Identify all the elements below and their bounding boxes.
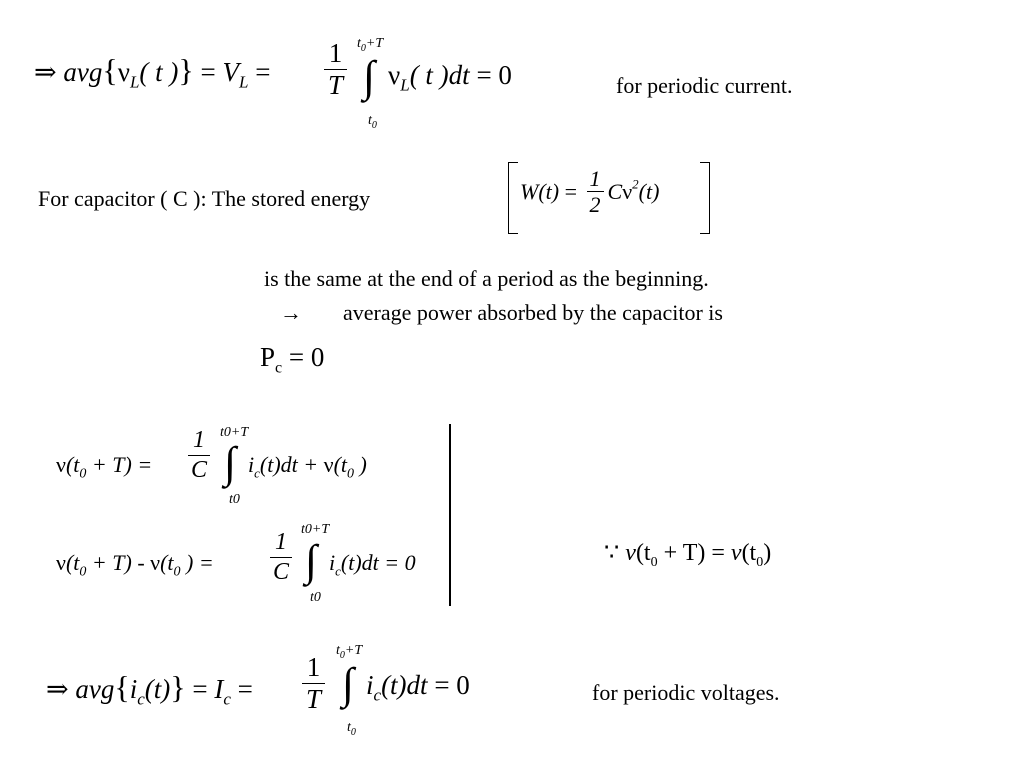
close-equals: ) = <box>180 550 214 575</box>
argument-dt: ( t )dt <box>409 60 470 90</box>
exponent-two: 2 <box>632 176 639 192</box>
nu-symbol-2: ν <box>730 540 742 566</box>
numerator-one: 1 <box>275 529 287 555</box>
pc-equals: = <box>288 342 305 372</box>
fraction-1-over-T <box>324 38 347 101</box>
i-symbol-2: i <box>366 670 374 700</box>
equals-2: = <box>237 674 253 704</box>
fraction-one-half <box>587 166 604 218</box>
sub-zero: 0 <box>79 466 87 482</box>
i-symbol: i <box>329 550 336 575</box>
equals-3: = <box>434 670 450 700</box>
sub-zero: 0 <box>79 564 87 580</box>
equation-b-rhs <box>329 550 416 579</box>
sub-zero-2: 0 <box>756 554 764 570</box>
numerator-one: 1 <box>193 427 205 453</box>
implies-symbol: ⇒ <box>34 57 57 87</box>
numerator-1: 1 <box>306 652 321 682</box>
sub-zero: 0 <box>650 554 658 570</box>
lower-sub: 0 <box>371 119 377 131</box>
C-symbol: C <box>607 178 623 204</box>
zero-result: 0 <box>456 670 470 700</box>
W-of-t: W(t) <box>520 178 560 204</box>
left-brace: { <box>114 669 130 705</box>
open-t-2: (t <box>160 550 174 575</box>
P-subscript: c <box>275 359 283 377</box>
energy-equals: = <box>564 178 578 204</box>
open-t: (t <box>65 550 80 575</box>
energy-bracket-left <box>508 162 518 234</box>
plus-T-minus: + T) - <box>86 550 151 575</box>
dt-equals-zero: (t)dt = 0 <box>340 550 416 575</box>
i-symbol: i <box>248 452 255 477</box>
subscript-L-2: L <box>400 75 410 95</box>
denominator-two: 2 <box>587 191 604 217</box>
lower-t: t <box>347 720 351 735</box>
i-subscript: c <box>254 465 260 481</box>
nu-symbol-2: ν <box>323 452 334 477</box>
arrow-symbol: → <box>280 300 302 325</box>
numerator-one: 1 <box>589 166 601 191</box>
numerator-1: 1 <box>328 38 343 68</box>
nu-symbol-2: ν <box>388 60 401 90</box>
equation-avg-inductor-voltage <box>34 52 270 92</box>
denominator-T-text: T <box>328 70 344 101</box>
open-t-2: (t <box>741 540 757 566</box>
plus-T-equals: + T) = <box>657 540 731 566</box>
note-periodic-current: for periodic current. <box>616 73 793 98</box>
lower-t: t <box>368 113 372 128</box>
subscript-L: L <box>129 72 140 92</box>
right-brace: } <box>178 52 194 88</box>
statement-line-1: is the same at the end of a period as the beginning. <box>264 266 709 291</box>
integrand-and-result <box>388 60 512 95</box>
I-subscript: c <box>223 689 231 709</box>
equation-a-integral-sign: ∫ <box>224 438 237 487</box>
i-subscript: c <box>335 563 341 579</box>
energy-formula <box>520 166 659 218</box>
integral-sign: ∫ <box>342 659 355 708</box>
equals-1: = <box>192 674 208 704</box>
close-paren: ) <box>354 452 367 477</box>
sub-zero-2: 0 <box>347 466 355 482</box>
denominator-T <box>302 683 325 715</box>
open-t: (t <box>65 452 80 477</box>
P-symbol: P <box>260 342 276 372</box>
integral-sign: ∫ <box>363 52 376 101</box>
because-symbol: ∵ <box>604 540 620 566</box>
denominator-C: C <box>188 455 210 485</box>
equation-a-lower-limit: t0 <box>229 492 240 507</box>
vertical-divider <box>449 424 451 606</box>
nu-symbol: ν <box>117 57 130 87</box>
implies-symbol: ⇒ <box>46 674 69 704</box>
open-t-2: (t <box>333 452 348 477</box>
equals-3: = <box>476 60 492 90</box>
equals-1: = <box>200 57 216 87</box>
nu-symbol: ν <box>622 178 633 204</box>
nu-symbol-2: ν <box>150 550 161 575</box>
avg-text: avg <box>75 674 115 704</box>
upper-sub: 0 <box>339 649 345 661</box>
i-subscript: c <box>137 689 145 709</box>
dt-plus: (t)dt + <box>259 452 324 477</box>
integral-lower-limit <box>368 113 377 131</box>
i-symbol: i <box>129 674 138 704</box>
argument-dt: (t)dt <box>381 670 428 700</box>
equation-avg-capacitor-current <box>46 669 253 709</box>
equation-b-integral-sign: ∫ <box>305 536 318 585</box>
plus-T-equals: + T) = <box>86 452 153 477</box>
left-brace: { <box>102 52 118 88</box>
upper-t: t <box>357 36 361 51</box>
fraction-1-over-T <box>302 652 325 715</box>
argument-t: ( t ) <box>139 57 179 87</box>
equation-b-lhs <box>56 550 214 580</box>
equals-2: = <box>255 57 271 87</box>
right-brace: } <box>170 669 186 705</box>
equation-a-upper-limit: t0+T <box>220 425 249 440</box>
argument-t: (t) <box>638 178 660 204</box>
upper-plus-T: +T <box>344 643 363 658</box>
I-symbol: I <box>214 674 224 704</box>
upper-t: t <box>336 643 340 658</box>
note-periodic-voltages: for periodic voltages. <box>592 680 780 705</box>
integral-lower-limit <box>347 720 356 738</box>
denominator-T <box>324 69 347 101</box>
denominator-T-text: T <box>306 684 322 715</box>
energy-bracket-right <box>700 162 710 234</box>
equation-a-rhs <box>248 452 367 482</box>
equation-b-lower-limit: t0 <box>310 590 321 605</box>
denominator-C: C <box>270 557 292 587</box>
close-paren: ) <box>763 540 772 566</box>
because-equation <box>604 538 771 571</box>
equation-b-fraction <box>270 528 292 587</box>
sub-zero-2: 0 <box>173 564 181 580</box>
i-subscript-2: c <box>373 685 382 705</box>
argument-t: (t) <box>144 674 171 704</box>
nu-symbol: ν <box>56 550 66 575</box>
pc-zero: 0 <box>310 342 325 372</box>
power-capacitor-equation <box>260 342 324 377</box>
V-symbol: V <box>222 57 239 87</box>
nu-symbol: ν <box>56 452 66 477</box>
open-t: (t <box>635 540 651 566</box>
upper-sub: 0 <box>360 42 366 54</box>
nu-symbol: ν <box>625 540 636 566</box>
equation-a-lhs <box>56 452 152 482</box>
equation-b-upper-limit: t0+T <box>301 522 330 537</box>
zero-result: 0 <box>498 60 512 90</box>
V-subscript: L <box>238 72 249 92</box>
upper-plus-T: +T <box>365 36 384 51</box>
statement-line-2: average power absorbed by the capacitor is <box>343 300 723 325</box>
capacitor-label: For capacitor ( C ): The stored energy <box>38 186 371 211</box>
equation-a-fraction <box>188 426 210 485</box>
integrand-and-result <box>366 670 470 705</box>
lower-sub: 0 <box>350 726 356 738</box>
avg-text: avg <box>63 57 103 87</box>
